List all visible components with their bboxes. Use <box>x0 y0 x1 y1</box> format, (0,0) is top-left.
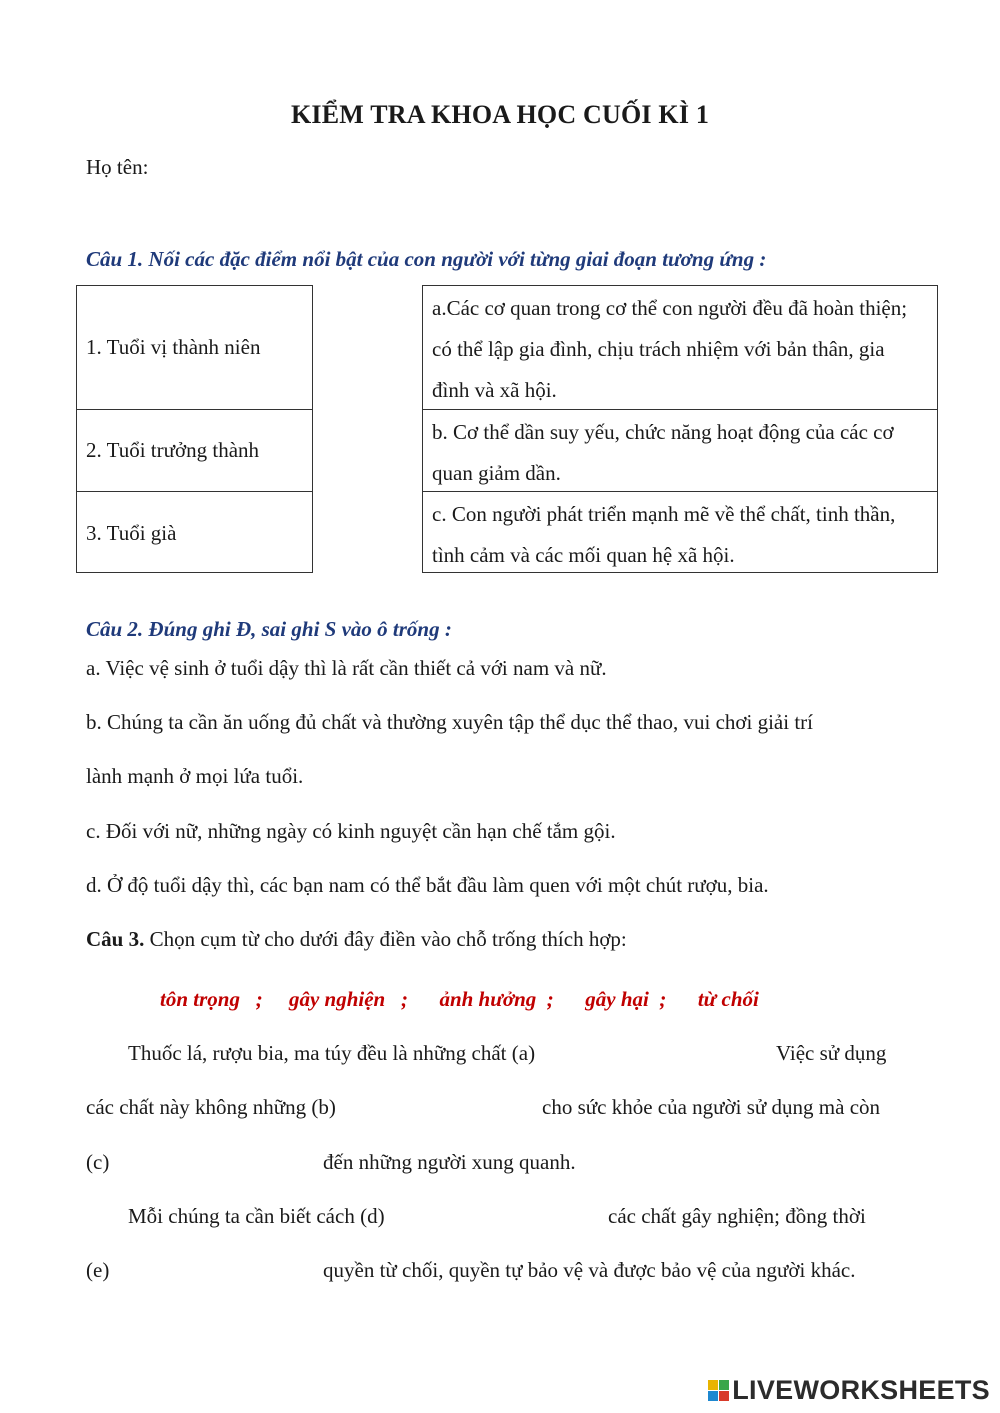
blank-c[interactable] <box>120 1150 315 1176</box>
q3-p2-line1-end: các chất gây nghiện; đồng thời <box>608 1204 866 1228</box>
q3-p2-line2-start: (e) <box>86 1258 110 1282</box>
q2-statement-d: d. Ở độ tuổi dậy thì, các bạn nam có thể bắt đầu làm quen với một chút rượu, bia. <box>86 873 769 897</box>
q1-right-item-c[interactable]: c. Con người phát triển mạnh mẽ về thể chất, tinh thần, tình cảm và các mối quan hệ xã hội. <box>423 491 937 574</box>
q1-left-item-3[interactable]: 3. Tuổi già <box>77 491 312 574</box>
q3-instruction <box>86 927 627 952</box>
q1-left-item-1[interactable]: 1. Tuổi vị thành niên <box>86 335 261 359</box>
q3-instruction-text: Chọn cụm từ cho dưới đây điền vào chỗ trống thích hợp: <box>149 927 627 951</box>
q3-word-bank: tôn trọng ; gây nghiện ; ảnh hưởng ; gây hại ; từ chối <box>160 987 759 1011</box>
q3-p2-line1-start: Mỗi chúng ta cần biết cách (d) <box>128 1204 385 1228</box>
q2-statement-c: c. Đối với nữ, những ngày có kinh nguyệt cần hạn chế tắm gội. <box>86 819 616 843</box>
q3-p1-line3-end: đến những người xung quanh. <box>323 1150 576 1174</box>
q1-left-item-2[interactable]: 2. Tuổi trưởng thành <box>77 409 312 491</box>
q1-right-item-b[interactable]: b. Cơ thể dần suy yếu, chức năng hoạt động của các cơ quan giảm dần. <box>423 409 937 491</box>
q1-left-table <box>76 285 313 573</box>
q3-p2-line2-end: quyền từ chối, quyền tự bảo vệ và được bảo vệ của người khác. <box>323 1258 856 1282</box>
q1-right-table <box>422 285 938 573</box>
q2-statement-b-line1: b. Chúng ta cần ăn uống đủ chất và thường xuyên tập thể dục thể thao, vui chơi giải trí <box>86 710 814 734</box>
liveworksheets-logo <box>708 1375 990 1406</box>
q1-right-item-a[interactable]: a.Các cơ quan trong cơ thể con người đều đã hoàn thiện; có thể lập gia đình, chịu trách nhiệm với bản thân, gia đình và xã hội. <box>432 296 908 402</box>
logo-mark-icon <box>708 1380 729 1401</box>
name-label: Họ tên: <box>86 155 149 179</box>
blank-b[interactable] <box>372 1095 532 1121</box>
q3-p1-line1-start: Thuốc lá, rượu bia, ma túy đều là những chất (a) <box>128 1041 536 1065</box>
page-title: KIỂM TRA KHOA HỌC CUỐI KÌ 1 <box>290 100 710 129</box>
q2-heading: Câu 2. Đúng ghi Đ, sai ghi S vào ô trống : <box>86 617 452 641</box>
q3-p1-line2-end: cho sức khỏe của người sử dụng mà còn <box>542 1095 881 1119</box>
blank-a[interactable] <box>588 1041 763 1067</box>
q2-statement-a: a. Việc vệ sinh ở tuổi dậy thì là rất cần thiết cả với nam và nữ. <box>86 656 607 680</box>
q2-statement-b-line2: lành mạnh ở mọi lứa tuổi. <box>86 764 304 788</box>
blank-d[interactable] <box>420 1204 600 1230</box>
q3-p1-line2-start: các chất này không những (b) <box>86 1095 336 1119</box>
q1-heading: Câu 1. Nối các đặc điểm nổi bật của con người với từng giai đoạn tương ứng : <box>86 247 767 271</box>
logo-text: LIVEWORKSHEETS <box>732 1375 990 1405</box>
q3-p1-line1-end: Việc sử dụng <box>776 1041 887 1065</box>
blank-e[interactable] <box>120 1258 315 1284</box>
q3-p1-line3-start: (c) <box>86 1150 110 1174</box>
q3-label: Câu 3. <box>86 927 145 951</box>
